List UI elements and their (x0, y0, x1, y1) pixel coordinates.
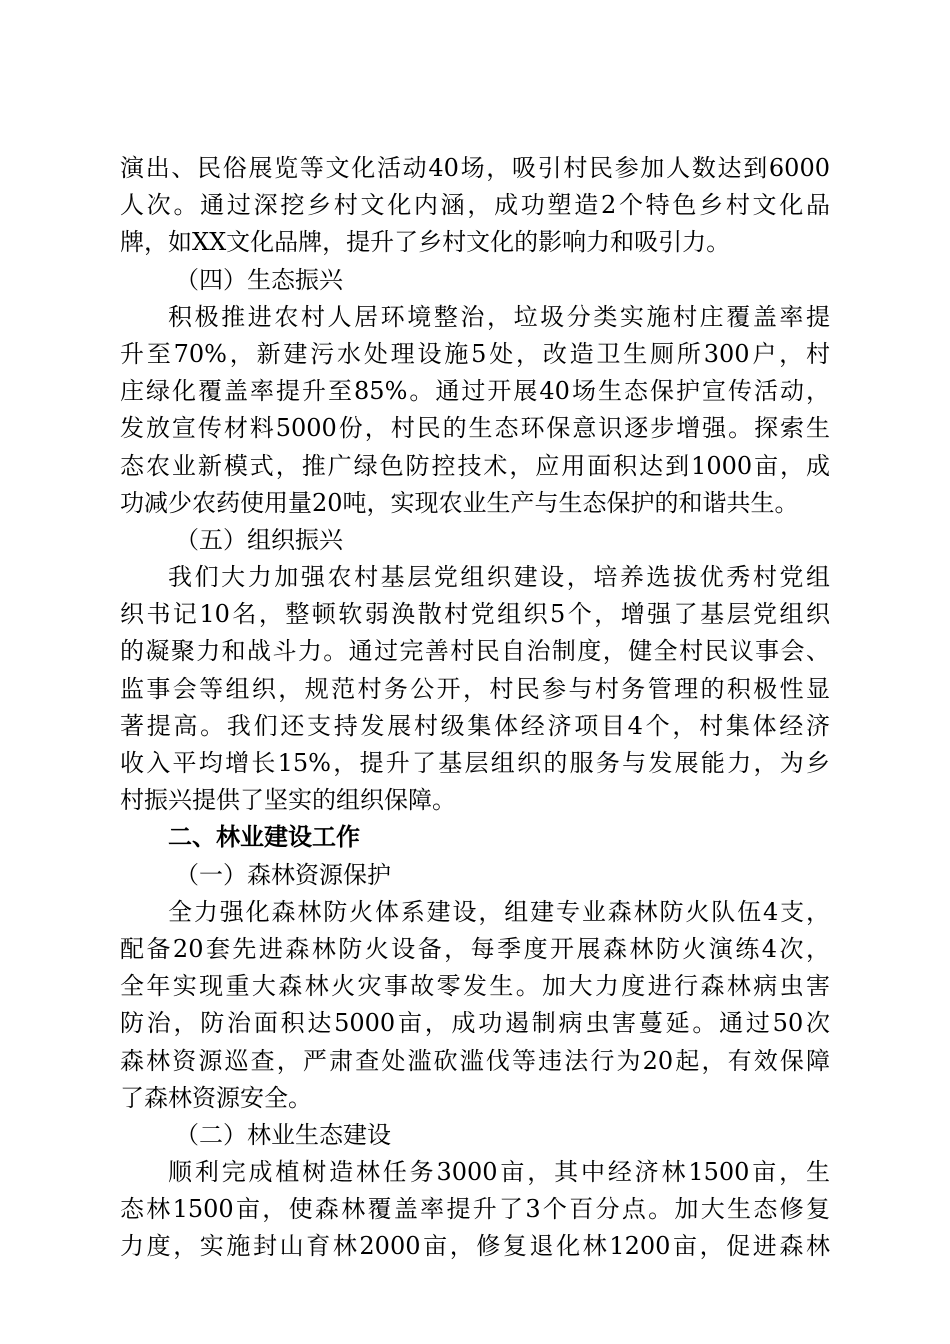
text-line: 著提高。我们还支持发展村级集体经济项目4个，村集体经济 (120, 711, 830, 740)
text-line: 功减少农药使用量20吨，实现农业生产与生态保护的和谐共生。 (120, 488, 799, 517)
text-line: 积极推进农村人居环境整治，垃圾分类实施村庄覆盖率提 (168, 302, 830, 331)
text-line: 牌，如XX文化品牌，提升了乡村文化的影响力和吸引力。 (120, 228, 731, 257)
text-line: 了森林资源安全。 (120, 1083, 312, 1112)
text-line: 演出、民俗展览等文化活动40场，吸引村民参加人数达到6000 (120, 154, 830, 182)
section-heading-ecology: （四）生态振兴 (175, 265, 343, 294)
text-line: 全年实现重大森林火灾事故零发生。加大力度进行森林病虫害 (120, 972, 830, 1001)
text-line: 人次。通过深挖乡村文化内涵，成功塑造2个特色乡村文化品 (120, 191, 830, 220)
text-line: 织书记10名，整顿软弱涣散村党组织5个，增强了基层党组织 (120, 600, 830, 629)
text-line: 顺利完成植树造林任务3000亩，其中经济林1500亩，生 (168, 1158, 830, 1187)
text-line: 全力强化森林防火体系建设，组建专业森林防火队伍4支， (168, 897, 830, 926)
text-line: 我们大力加强农村基层党组织建设，培养选拔优秀村党组 (168, 563, 830, 592)
chapter-heading-forestry: 二、林业建设工作 (168, 823, 360, 852)
text-line: 配备20套先进森林防火设备，每季度开展森林防火演练4次， (120, 934, 830, 963)
text-line: 升至70%，新建污水处理设施5处，改造卫生厕所300户，村 (120, 339, 830, 368)
section-heading-forest-protection: （一）森林资源保护 (175, 860, 391, 889)
text-line: 森林资源巡查，严肃查处滥砍滥伐等违法行为20起，有效保障 (120, 1046, 830, 1075)
text-line: 态林1500亩，使森林覆盖率提升了3个百分点。加大生态修复 (120, 1195, 830, 1224)
text-line: 监事会等组织，规范村务公开，村民参与村务管理的积极性显 (120, 674, 830, 703)
text-line: 村振兴提供了坚实的组织保障。 (120, 786, 456, 815)
text-line: 态农业新模式，推广绿色防控技术，应用面积达到1000亩，成 (120, 451, 830, 480)
section-heading-organization: （五）组织振兴 (175, 525, 343, 554)
text-line: 防治，防治面积达5000亩，成功遏制病虫害蔓延。通过50次 (120, 1009, 830, 1038)
text-line: 的凝聚力和战斗力。通过完善村民自治制度，健全村民议事会、 (120, 637, 830, 666)
text-line: 收入平均增长15%，提升了基层组织的服务与发展能力，为乡 (120, 749, 830, 777)
document-body (120, 150, 830, 1266)
section-heading-forest-ecology: （二）林业生态建设 (175, 1120, 391, 1149)
text-line: 庄绿化覆盖率提升至85%。通过开展40场生态保护宣传活动， (120, 377, 830, 406)
text-line: 发放宣传材料5000份，村民的生态环保意识逐步增强。探索生 (120, 414, 830, 443)
text-line: 力度，实施封山育林2000亩，修复退化林1200亩，促进森林 (120, 1232, 830, 1261)
